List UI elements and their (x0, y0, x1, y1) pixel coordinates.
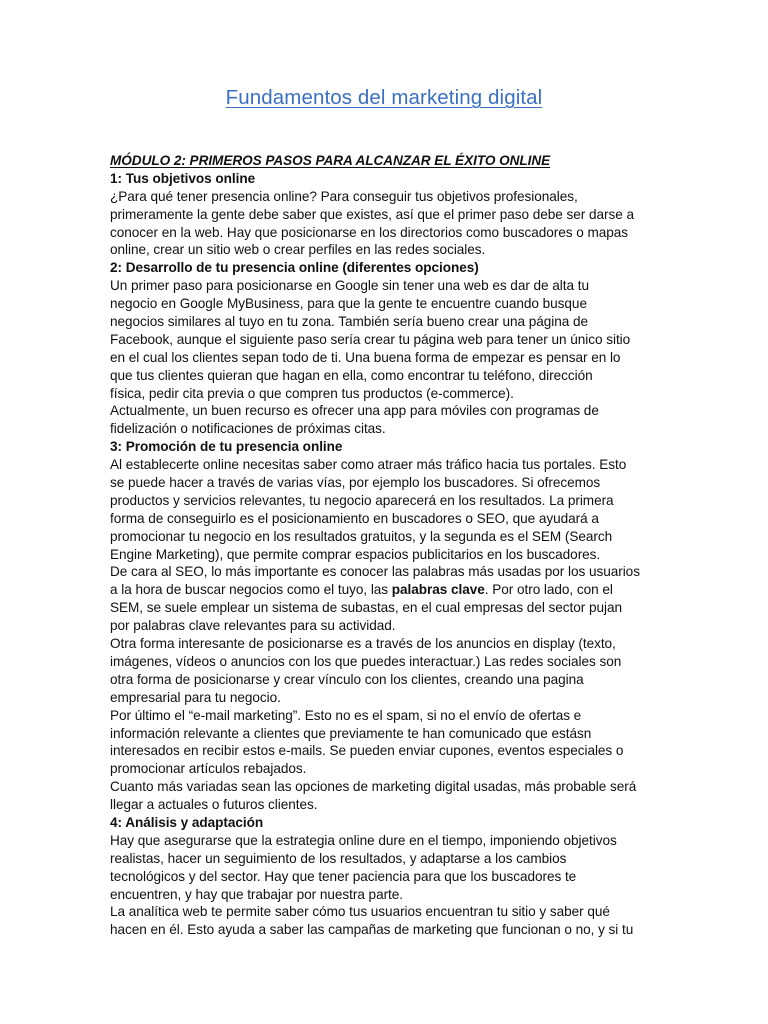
paragraph-line (110, 581, 660, 599)
paragraph-line: Cuanto más variadas sean las opciones de marketing digital usadas, más probable será (110, 779, 637, 795)
paragraph-line: La analítica web te permite saber cómo tus usuarios encuentran tu sitio y saber qué (110, 904, 610, 920)
paragraph-line: Otra forma interesante de posicionarse es a través de los anuncios en display (texto, (110, 636, 616, 652)
paragraph-line: hacen en él. Esto ayuda a saber las campañas de marketing que funcionan o no, y si tu (110, 922, 634, 938)
paragraph-line: conocer en la web. Hay que posicionarse en los directorios como buscadores o mapas (110, 224, 629, 240)
paragraph-line: Actualmente, un buen recurso es ofrecer una app para móviles con programas de (110, 403, 599, 419)
paragraph-line: Un primer paso para posicionarse en Google sin tener una web es dar de alta tu (110, 278, 589, 294)
paragraph-line: Facebook, aunque el siguiente paso sería crear tu página web para tener un único sitio (110, 331, 631, 347)
bold-keyword: palabras clave (391, 582, 485, 598)
paragraph-line: promocionar tu negocio en los resultados gratuitos, y la segunda es el SEM (Search (110, 528, 613, 544)
paragraph-line: Por último el “e-mail marketing”. Esto no es el spam, si no el envío de ofertas e (110, 707, 582, 723)
paragraph-line: otra forma de posicionarse y crear vínculo con los clientes, creando una pagina (110, 671, 584, 687)
paragraph-line: ¿Para qué tener presencia online? Para conseguir tus objetivos profesionales, (110, 188, 578, 204)
section-heading: 3: Promoción de tu presencia online (110, 439, 343, 455)
paragraph-line: Engine Marketing), que permite comprar espacios publicitarios en los buscadores. (110, 546, 601, 562)
paragraph-line: online, crear un sitio web o crear perfiles en las redes sociales. (110, 242, 486, 258)
document-body (110, 152, 660, 939)
paragraph-line: promocionar artículos rebajados. (110, 761, 307, 777)
paragraph-line: que tus clientes quieran que hagan en ella, como encontrar tu teléfono, dirección (110, 367, 593, 383)
paragraph-line: imágenes, vídeos o anuncios con los que puedes interactuar.) Las redes sociales son (110, 653, 622, 669)
paragraph-line: en el cual los clientes sepan todo de ti. Una buena forma de empezar es pensar en lo (110, 349, 621, 365)
section-heading: 4: Análisis y adaptación (110, 814, 264, 830)
paragraph-line: forma de conseguirlo es el posicionamiento en buscadores o SEO, que ayudará a (110, 510, 599, 526)
paragraph-line: productos y servicios relevantes, tu negocio aparecerá en los resultados. La primera (110, 492, 614, 508)
module-heading: MÓDULO 2: PRIMEROS PASOS PARA ALCANZAR EL ÉXITO ONLINE (110, 153, 551, 168)
paragraph-line: primeramente la gente debe saber que existes, así que el primer paso debe ser darse a (110, 206, 634, 222)
document-title: Fundamentos del marketing digital (225, 86, 543, 109)
paragraph-line: llegar a actuales o futuros clientes. (110, 797, 318, 813)
paragraph-line: SEM, se suele emplear un sistema de subastas, en el cual empresas del sector pujan (110, 600, 622, 616)
paragraph-line: tecnológicos y del sector. Hay que tener paciencia para que los buscadores te (110, 868, 577, 884)
paragraph-line: información relevante a clientes que previamente te han comunicado que estásn (110, 725, 592, 741)
paragraph-line: encuentren, y hay que trabajar por nuestra parte. (110, 886, 404, 902)
paragraph-line: De cara al SEO, lo más importante es conocer las palabras más usadas por los usuarios (110, 564, 640, 580)
paragraph-line: física, pedir cita previa o que compren tus productos (e-commerce). (110, 385, 514, 401)
paragraph-line: fidelización o notificaciones de próximas citas. (110, 421, 386, 437)
section-heading: 2: Desarrollo de tu presencia online (diferentes opciones) (110, 260, 479, 276)
paragraph-line: realistas, hacer un seguimiento de los resultados, y adaptarse a los cambios (110, 850, 567, 866)
paragraph-line: se puede hacer a través de varias vías, por ejemplo los buscadores. Si ofrecemos (110, 475, 601, 491)
paragraph-line: negocio en Google MyBusiness, para que la gente te encuentre cuando busque (110, 296, 587, 312)
paragraph-line: negocios similares al tuyo en tu zona. También sería bueno crear una página de (110, 314, 588, 330)
text-run: a la hora de buscar negocios como el tuyo, las (110, 582, 392, 598)
paragraph-line: empresarial para tu negocio. (110, 689, 281, 705)
paragraph-line: Hay que asegurarse que la estrategia online dure en el tiempo, imponiendo objetivos (110, 832, 617, 848)
paragraph-line: Al establecerte online necesitas saber como atraer más tráfico hacia tus portales. Esto (110, 457, 627, 473)
text-run: . Por otro lado, con el (484, 582, 613, 598)
section-heading: 1: Tus objetivos online (110, 170, 256, 186)
paragraph-line: por palabras clave relevantes para su actividad. (110, 618, 396, 634)
paragraph-line: interesados en recibir estos e-mails. Se pueden enviar cupones, eventos especiales o (110, 743, 624, 759)
